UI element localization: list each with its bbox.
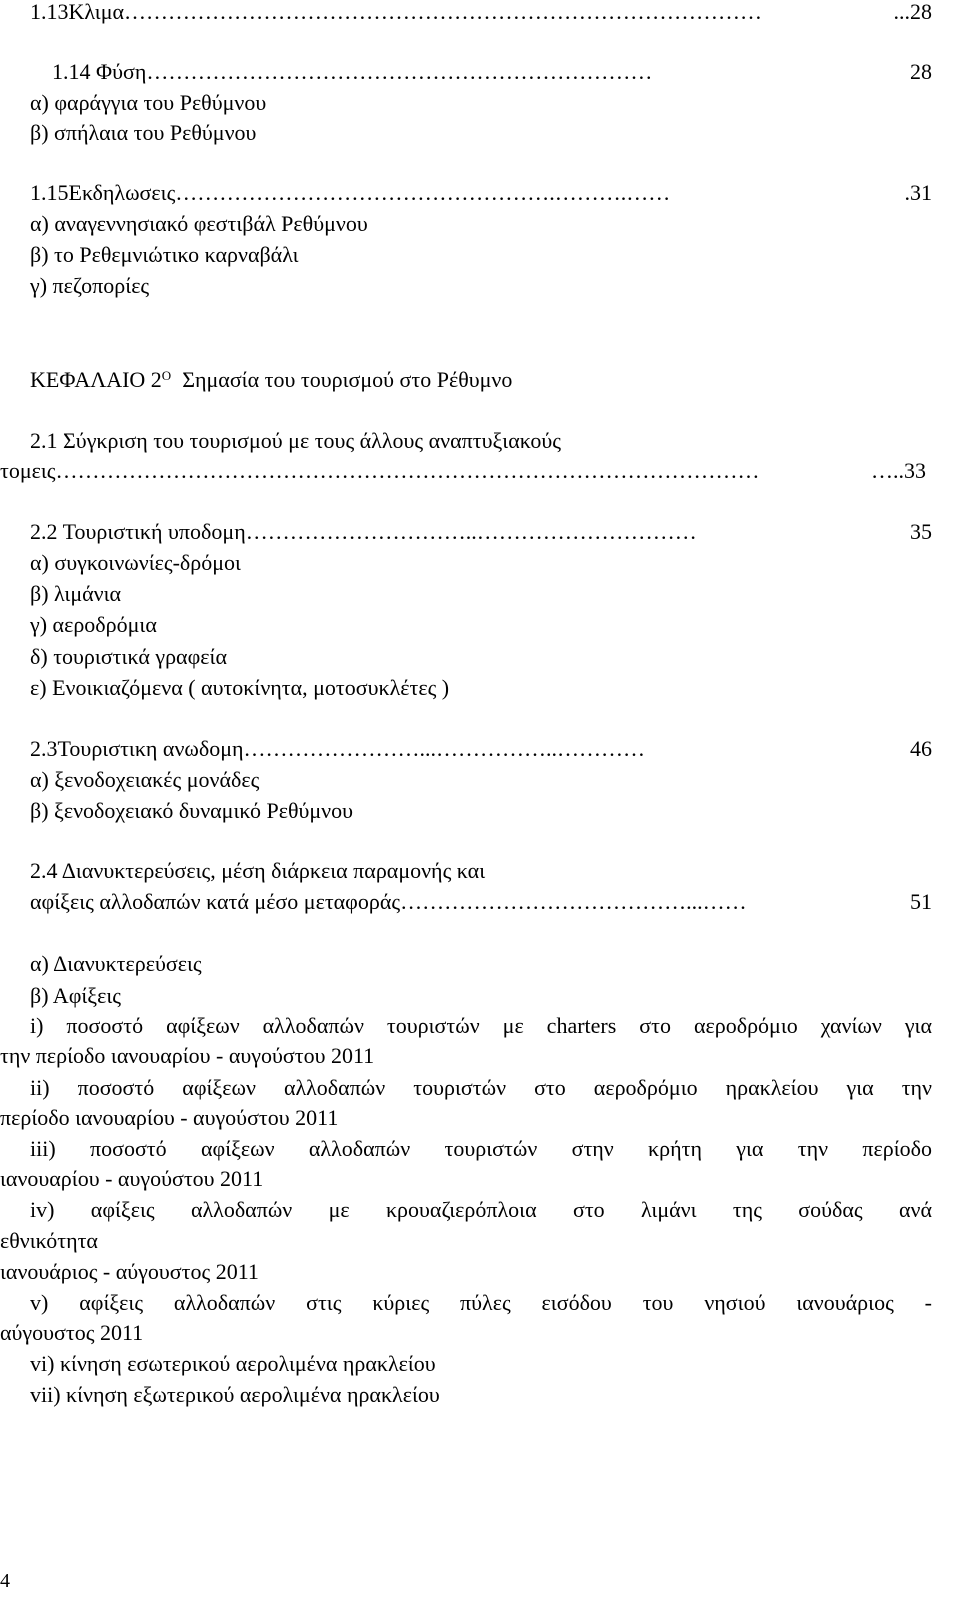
toc-entry-2-4-line1: 2.4 Διανυκτερεύσεις, μέση διάρκεια παραμονής και: [30, 858, 486, 883]
page-number: 4: [0, 1570, 10, 1592]
toc-dots: …………………………………...……: [400, 889, 747, 914]
toc-entry-1-14: [52, 58, 932, 86]
toc-entry-2-4-line2: [30, 888, 932, 916]
toc-item-iii-line2: ιανουαρίου - αυγούστου 2011: [0, 1166, 264, 1191]
toc-subitem: α) συγκοινωνίες-δρόμοι: [30, 550, 241, 575]
toc-subitem: β) Αφίξεις: [30, 983, 121, 1008]
toc-dots: …………………………………………….……….……: [175, 180, 671, 205]
toc-item-vii: vii) κίνηση εξωτερικού αερολιμένα ηρακλείου: [30, 1382, 440, 1407]
toc-item-i-line2: την περίοδο ιανουαρίου - αυγούστου 2011: [0, 1043, 375, 1068]
toc-dots: ……………………...……………..…………: [243, 736, 646, 761]
toc-item-v-line2: αύγουστος 2011: [0, 1320, 144, 1345]
chapter-heading-superscript: Ο: [161, 368, 172, 383]
toc-entry-2-2: [30, 518, 932, 546]
toc-item-iii-line1: iii) ποσοστό αφίξεων αλλοδαπών τουριστών στην κρήτη για την περίοδο: [30, 1136, 932, 1161]
toc-subitem: ε) Ενοικιαζόμενα ( αυτοκίνητα, μοτοσυκλέτες ): [30, 675, 450, 700]
toc-dots: ……………………………………………………………………………: [124, 0, 763, 24]
toc-subitem: α) ξενοδοχειακές μονάδες: [30, 767, 260, 792]
toc-subitem: β) το Ρεθεμνιώτικο καρναβάλι: [30, 242, 299, 267]
toc-item-i-line1: i) ποσοστό αφίξεων αλλοδαπών τουριστών με charters στο αεροδρόμιο χανίων για: [30, 1013, 932, 1038]
toc-page-number: .31: [904, 180, 932, 205]
toc-subitem: γ) αεροδρόμια: [30, 612, 157, 637]
toc-subitem: β) λιμάνια: [30, 581, 122, 606]
toc-entry-2-3: [30, 735, 932, 763]
toc-entry-1-13: [30, 0, 932, 26]
toc-subitem: γ) πεζοπορίες: [30, 273, 150, 298]
toc-dots: ……………………………………………………………………………………: [55, 458, 760, 483]
toc-entry-title: 2.3Τουριστικη ανωδομη: [30, 736, 244, 761]
toc-subitem: β) σπήλαια του Ρεθύμνου: [30, 120, 257, 145]
toc-subitem: α) αναγεννησιακό φεστιβάλ Ρεθύμνου: [30, 211, 368, 236]
toc-entry-2-1-line1: 2.1 Σύγκριση του τουρισμού με τους άλλους αναπτυξιακούς: [30, 428, 561, 453]
toc-entry-title: 1.13Κλιμα: [30, 0, 125, 24]
toc-item-ii-line2: περίοδο ιανουαρίου - αυγούστου 2011: [0, 1105, 339, 1130]
toc-page-number: 46: [910, 736, 932, 761]
toc-entry-title: τομεις: [0, 458, 56, 483]
toc-page-number: 51: [910, 889, 932, 914]
toc-entry-title: αφίξεις αλλοδαπών κατά μέσο μεταφοράς: [30, 889, 401, 914]
toc-page-number: 35: [910, 519, 932, 544]
chapter-heading-prefix: ΚΕΦΑΛΑΙΟ 2: [30, 367, 162, 392]
toc-page-number: ...28: [893, 0, 932, 24]
toc-subitem: β) ξενοδοχειακό δυναμικό Ρεθύμνου: [30, 798, 354, 823]
toc-entry-2-1-line2: [0, 457, 926, 485]
toc-subitem: δ) τουριστικά γραφεία: [30, 644, 227, 669]
toc-entry-1-15: [30, 179, 932, 207]
toc-item-iv-line3: ιανουάριος - αύγουστος 2011: [0, 1259, 259, 1284]
toc-entry-title: 2.2 Τουριστική υποδομη: [30, 519, 246, 544]
toc-item-v-line1: v) αφίξεις αλλοδαπών στις κύριες πύλες εισόδου του νησιού ιανουάριος -: [30, 1290, 932, 1315]
toc-page-number: 28: [910, 59, 932, 84]
toc-entry-title: 1.14 Φύση: [52, 59, 147, 84]
chapter-heading-title: Σημασία του τουρισμού στο Ρέθυμνο: [171, 367, 513, 392]
toc-subitem: α) Διανυκτερεύσεις: [30, 951, 202, 976]
toc-item-iv-line2: εθνικότητα: [0, 1228, 98, 1253]
toc-entry-title: 1.15Εκδηλωσεις: [30, 180, 176, 205]
toc-item-vi: vi) κίνηση εσωτερικού αερολιμένα ηρακλείου: [30, 1351, 436, 1376]
toc-item-iv-line1: iv) αφίξεις αλλοδαπών με κρουαζιερόπλοια στο λιμάνι της σούδας ανά: [30, 1197, 932, 1222]
toc-dots: ……………………………………………………………: [146, 59, 653, 84]
toc-page-number: …..33: [871, 458, 926, 483]
toc-dots: …………………………..…………………………: [245, 519, 697, 544]
toc-subitem: α) φαράγγια του Ρεθύμνου: [30, 90, 267, 115]
toc-item-ii-line1: ii) ποσοστό αφίξεων αλλοδαπών τουριστών στο αεροδρόμιο ηρακλείου για την: [30, 1075, 932, 1100]
chapter-heading: [30, 366, 512, 394]
